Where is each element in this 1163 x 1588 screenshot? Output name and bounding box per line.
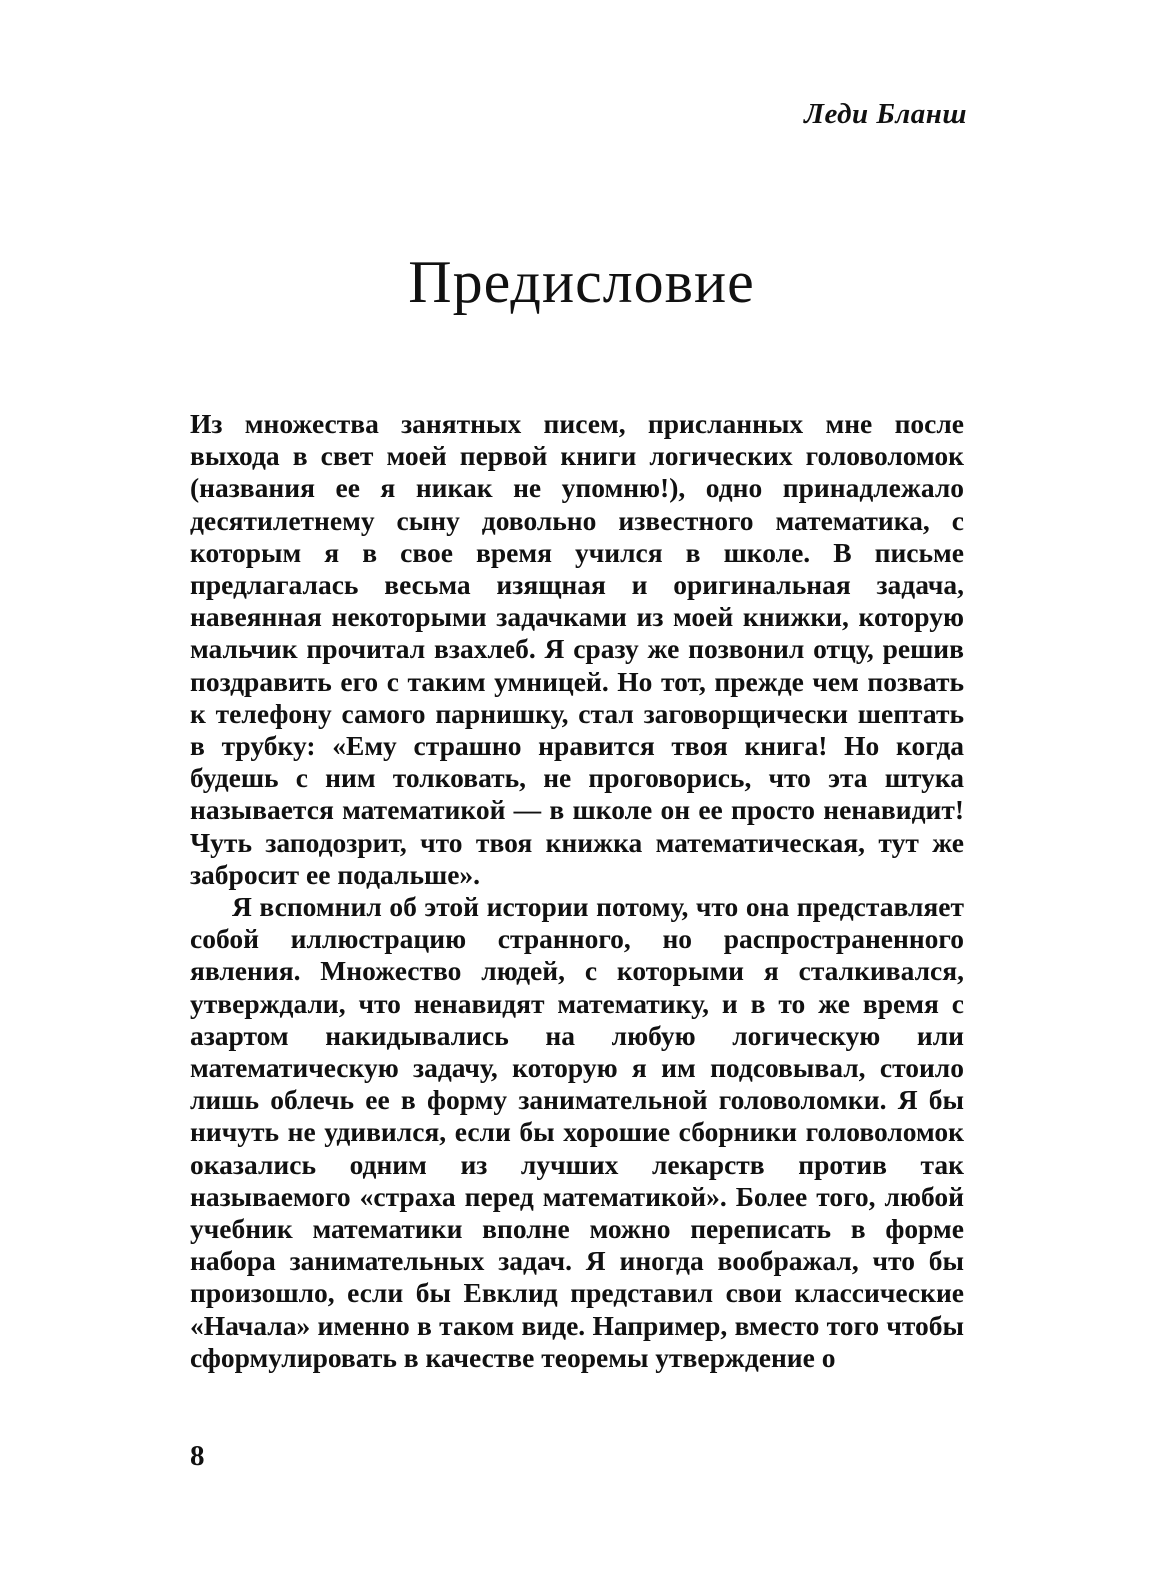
paragraph-1: Из множества занятных писем, присланных мне после выхода в свет моей первой книги логических головоломок (названия ее я никак не упомню!), одно принадлежало десятилетнему сыну довольно известного математика, с которым я в свое время учился в школе. В письме предлагалась весьма изящная и оригинальная задача, навеянная некоторыми задачками из моей книжки, которую мальчик прочитал взахлеб. Я сразу же позвонил отцу, решив поздравить его с таким умницей. Но тот, прежде чем позвать к телефону самого парнишку, стал заговорщически шептать в трубку: «Ему страшно нравится твоя книга! Но когда будешь с ним толковать, не проговорись, что эта штука называется математикой — в школе он ее просто ненавидит! Чуть заподозрит, что твоя книжка математическая, тут же забросит ее подальше». [190,408,964,890]
body-text [190,408,964,1374]
chapter-title: Предисловие [408,249,755,315]
page-number: 8 [190,1440,205,1472]
running-head: Леди Бланш [804,98,967,130]
paragraph-2: Я вспомнил об этой истории потому, что она представляет собой иллюстрацию странного, но распространенного явления. Множество людей, с которыми я сталкивался, утверждали, что ненавидят математику, и в то же время с азартом накидывались на любую логическую или математическую задачу, которую я им подсовывал, стоило лишь облечь ее в форму занимательной головоломки. Я бы ничуть не удивился, если бы хорошие сборники головоломок оказались одним из лучших лекарств против так называемого «страха перед математикой». Более того, любой учебник математики вполне можно переписать в форме набора занимательных задач. Я иногда воображал, что бы произошло, если бы Евклид представил свои классические «Начала» именно в таком виде. Например, вместо того чтобы сформулировать в качестве теоремы утверждение о [190,891,964,1373]
